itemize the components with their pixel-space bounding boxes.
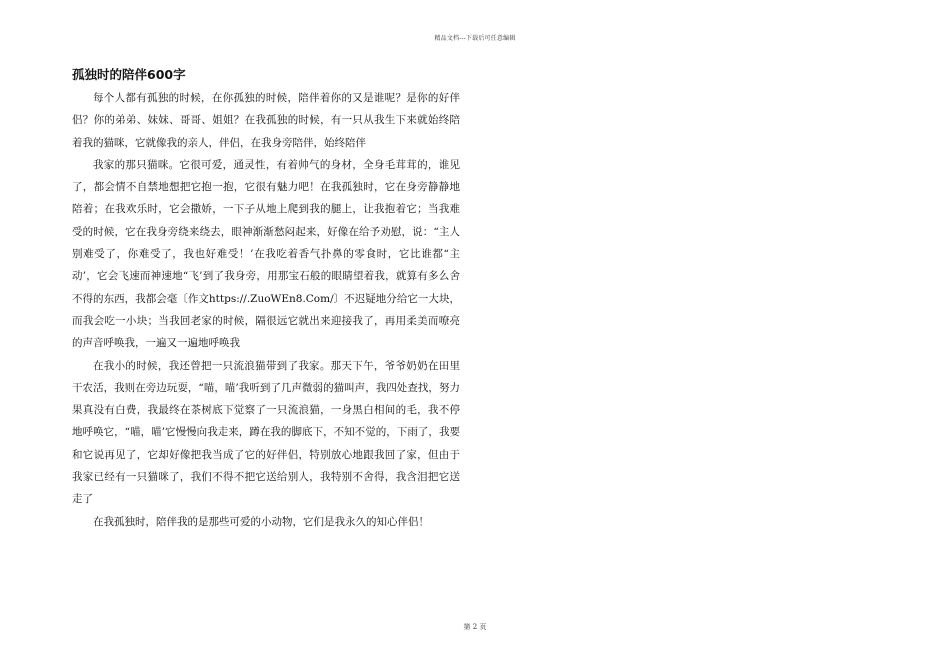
paragraph-3: 在我小的时候，我还曾把一只流浪猫带到了我家。那天下午，爷爷奶奶在田里干农活，我则在旁边玩耍，“喵，喵’我听到了几声微弱的猫叫声，我四处查找，努力果真没有白费，我最终在茶树底下觉察了一只流浪猫，一身黑白相间的毛，我不停地呼唤它，“喵，喵’它慢慢向我走来，蹲在我的脚底下，不知不觉的，下雨了，我要和它说再见了，它却好像把我当成了它的好伴侣，特别放心地跟我回了家，但由于我家已经有一只猫咪了，我们不得不把它送给别人，我特别不舍得，我含泪把它送走了 xyxy=(72,359,460,506)
document-body xyxy=(72,64,460,533)
paragraph-1: 每个人都有孤独的时候，在你孤独的时候，陪伴着你的又是谁呢？是你的好伴侣？你的弟弟、妹妹、哥哥、姐姐？在我孤独的时候，有一只从我生下来就始终陪着我的猫咪，它就像我的亲人，伴侣，在我身旁陪伴，始终陪伴 xyxy=(72,92,460,149)
page-number: 第 2 页 xyxy=(463,623,487,631)
document-title: 孤独时的陪伴600字 xyxy=(72,67,186,82)
paragraph-2: 我家的那只猫咪。它很可爱，通灵性，有着帅气的身材，全身毛茸茸的，谁见了，都会情不自禁地想把它抱一抱，它很有魅力吧！在我孤独时，它在身旁静静地陪着；在我欢乐时，它会撒娇，一下子从地上爬到我的腿上，让我抱着它；当我难受的时候，它在我身旁绕来绕去，眼神渐渐愁闷起来，好像在给予劝慰，说：“主人别难受了，你难受了，我也好难受！’在我吃着香气扑鼻的零食时，它比谁都“主动’，它会飞速而神速地“飞’到了我身旁，用那宝石般的眼睛望着我，就算有多么舍不得的东西，我都会毫〔作文https://.ZuoWEn8.Com/〕不迟疑地分给它一大块，而我会吃一小块；当我回老家的时候，隔很远它就出来迎接我了，再用柔美而嘹亮的声音呼唤我，一遍又一遍地呼唤我 xyxy=(72,158,460,350)
paragraph-4: 在我孤独时，陪伴我的是那些可爱的小动物，它们是我永久的知心伴侣！ xyxy=(93,515,429,528)
page-header: 精品文档---下载后可任意编辑 xyxy=(434,35,516,42)
